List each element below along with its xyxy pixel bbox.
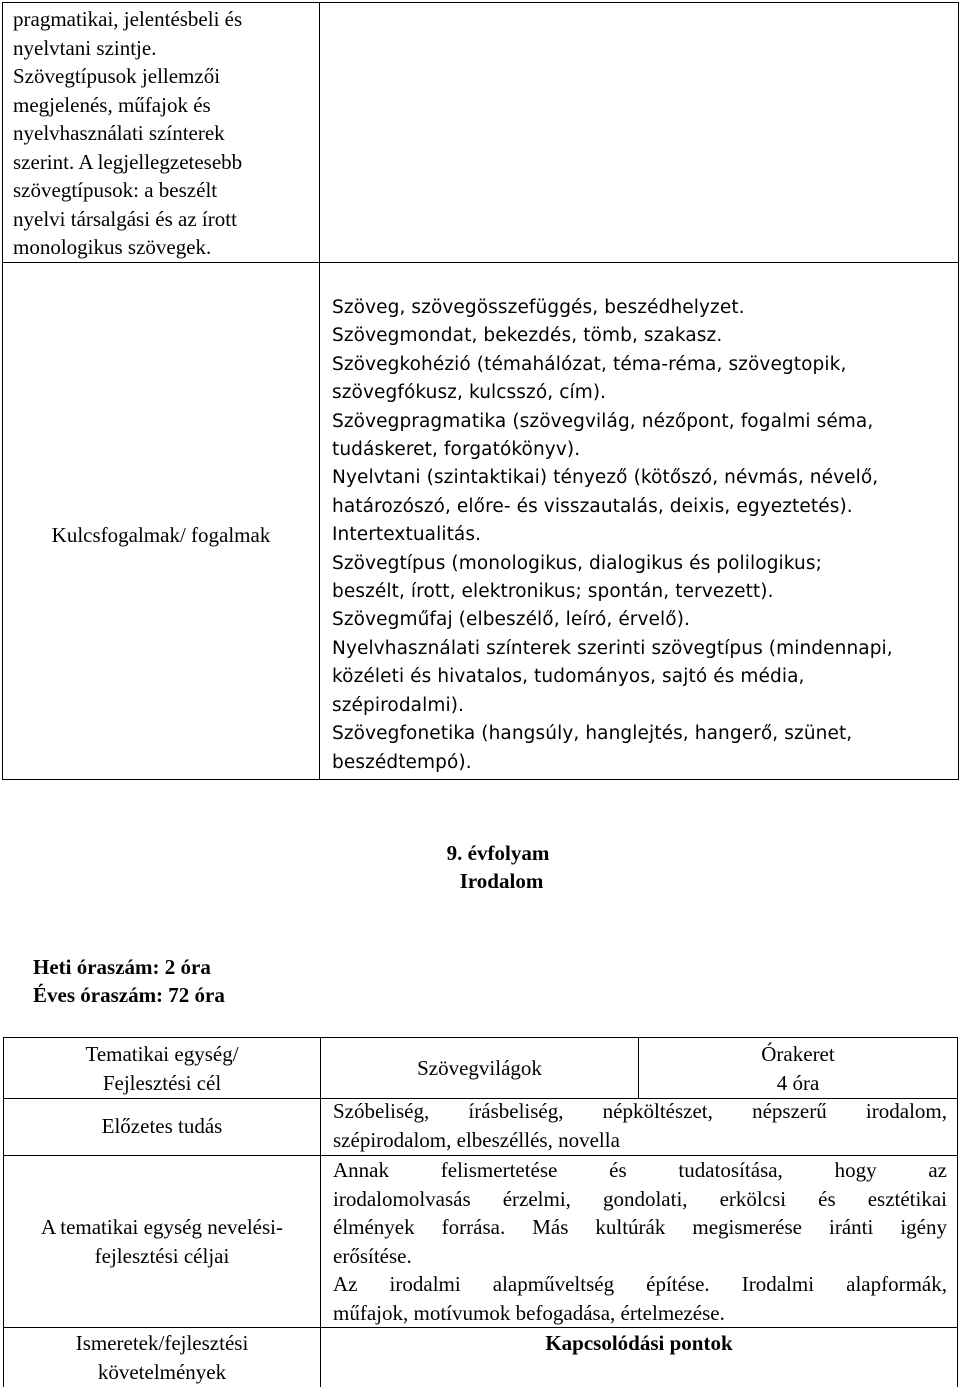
- text-line: Szövegpragmatika (szövegvilág, nézőpont, fogalmi séma,: [332, 410, 874, 432]
- yearly-hours: Éves óraszám: 72 óra: [33, 983, 225, 1007]
- text-line: szövegfókusz, kulcsszó, cím).: [332, 382, 607, 404]
- goals-text: [333, 1156, 947, 1327]
- subject-heading: Irodalom: [459, 869, 544, 893]
- text-line: nyelvi társalgási és az írott: [13, 206, 237, 231]
- hours-frame-value: 4 óra: [776, 1070, 820, 1095]
- text-line: Az irodalmi alapműveltség építése. Irodalmi alapformák,: [333, 1272, 947, 1296]
- text-line: nyelvhasználati színterek: [13, 121, 225, 145]
- prior-knowledge-label: Előzetes tudás: [101, 1114, 223, 1138]
- text-line: Nyelvtani (szintaktikai) tényező (kötőszó, névmás, névelő,: [332, 467, 879, 489]
- text-line: szépirodalmi).: [332, 694, 465, 716]
- key-concepts-label: Kulcsfogalmak/ fogalmak: [51, 523, 271, 547]
- text-line: Nyelvhasználati színterek szerinti szövegtípus (mindennapi,: [332, 637, 893, 659]
- hours-frame: [639, 1040, 957, 1097]
- text-line: Szóbeliség, írásbeliség, népköltészet, népszerű irodalom,: [333, 1099, 947, 1123]
- text-line: Annak felismertetése és tudatosítása, hogy az: [333, 1158, 947, 1182]
- text-line: Intertextualitás.: [332, 524, 482, 546]
- connections-label: Kapcsolódási pontok: [545, 1331, 733, 1355]
- text-line: Szövegtípusok jellemzői: [13, 64, 221, 88]
- text-line: szerint. A legjellegzetesebb: [13, 149, 243, 174]
- text-line: élmények forrása. Más kultúrák megismerése iránti igény: [333, 1215, 947, 1239]
- text-line: Fejlesztési cél: [102, 1070, 222, 1095]
- hours-frame-label: Órakeret: [761, 1042, 835, 1066]
- text-line: Szövegműfaj (elbeszélő, leíró, érvelő).: [332, 609, 690, 631]
- text-line: határozószó, előre- és visszautalás, deixis, egyeztetés).: [332, 495, 853, 517]
- text-line: Szövegfonetika (hangsúly, hanglejtés, hangerő, szünet,: [332, 723, 853, 745]
- text-line: A tematikai egység nevelési-: [40, 1215, 283, 1239]
- theme-value: Szövegvilágok: [417, 1056, 542, 1080]
- theme-label: [4, 1040, 320, 1097]
- text-line: tudáskeret, forgatókönyv).: [332, 439, 581, 461]
- text-line: közéleti és hivatalos, tudományos, sajtó és média,: [332, 666, 805, 688]
- text-line: erősítése.: [333, 1243, 412, 1268]
- text-line: irodalomolvasás érzelmi, gondolati, erkölcsi és esztétikai: [333, 1186, 947, 1211]
- text-line: beszédtempó).: [332, 751, 472, 773]
- scope-description: [13, 5, 313, 262]
- text-line: fejlesztési céljai: [94, 1243, 230, 1268]
- text-line: beszélt, írott, elektronikus; spontán, tervezett).: [332, 581, 774, 603]
- text-line: megjelenés, műfajok és: [13, 92, 211, 117]
- text-line: pragmatikai, jelentésbeli és: [13, 7, 243, 31]
- text-line: Szövegtípus (monologikus, dialogikus és polilogikus;: [332, 552, 822, 574]
- text-line: Tematikai egység/: [85, 1042, 239, 1066]
- text-line: Ismeretek/fejlesztési: [75, 1331, 249, 1355]
- requirements-label: [4, 1329, 320, 1386]
- weekly-hours: Heti óraszám: 2 óra: [33, 955, 211, 979]
- grade-heading: 9. évfolyam: [446, 841, 550, 865]
- text-line: műfajok, motívumok befogadása, értelmezése.: [333, 1300, 725, 1325]
- text-line: Szöveg, szövegösszefüggés, beszédhelyzet.: [332, 297, 745, 318]
- text-line: Szövegkohézió (témahálózat, téma-réma, szövegtopik,: [332, 353, 847, 375]
- text-line: nyelvtani szintje.: [13, 35, 157, 60]
- text-line: Szövegmondat, bekezdés, tömb, szakasz.: [332, 325, 723, 347]
- goals-label: [4, 1213, 320, 1270]
- text-line: monologikus szövegek.: [13, 235, 212, 259]
- prior-knowledge-text: [333, 1097, 947, 1154]
- text-line: követelmények: [97, 1359, 227, 1384]
- key-concepts-list: [332, 294, 954, 777]
- text-line: szövegtípusok: a beszélt: [13, 178, 218, 202]
- text-line: szépirodalom, elbeszéllés, novella: [333, 1127, 620, 1152]
